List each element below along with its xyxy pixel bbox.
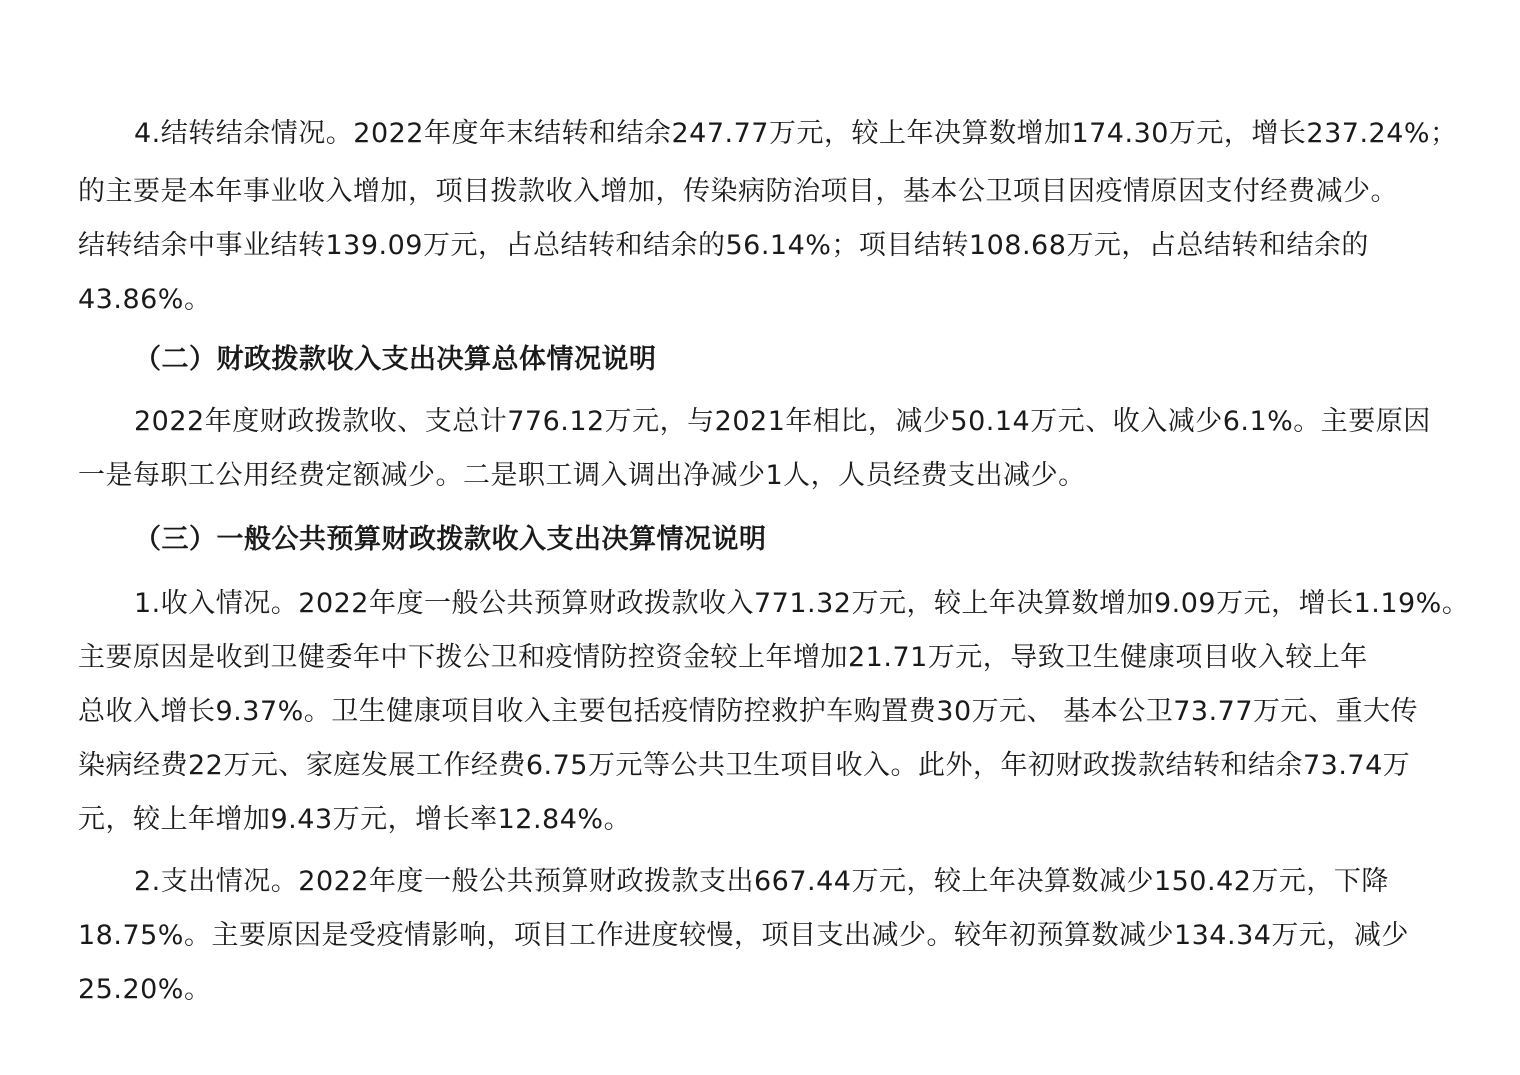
paragraph-line: 主要原因是收到卫健委年中下拨公卫和疫情防控资金较上年增加21.71万元，导致卫生健康项目收入较上年 <box>78 642 1368 673</box>
paragraph-line: 元，较上年增加9.43万元，增长率12.84%。 <box>78 804 632 835</box>
paragraph-line: 染病经费22万元、家庭发展工作经费6.75万元等公共卫生项目收入。此外，年初财政拨款结转和结余73.74万 <box>78 750 1411 781</box>
paragraph-line: 2.支出情况。2022年度一般公共预算财政拨款支出667.44万元，较上年决算数减少150.42万元，下降 <box>134 866 1389 897</box>
paragraph-line: 1.收入情况。2022年度一般公共预算财政拨款收入771.32万元，较上年决算数增加9.09万元，增长1.19%。 <box>134 588 1470 619</box>
paragraph-line: 25.20%。 <box>78 974 212 1005</box>
paragraph-line: 结转结余中事业结转139.09万元，占总结转和结余的56.14%；项目结转108.68万元，占总结转和结余的 <box>78 230 1369 261</box>
paragraph-line: 的主要是本年事业收入增加，项目拨款收入增加，传染病防治项目，基本公卫项目因疫情原因支付经费减少。 <box>78 176 1398 207</box>
paragraph-line: 2022年度财政拨款收、支总计776.12万元，与2021年相比，减少50.14万元、收入减少6.1%。主要原因 <box>134 406 1431 437</box>
paragraph-line: 18.75%。主要原因是受疫情影响，项目工作进度较慢，项目支出减少。较年初预算数减少134.34万元，减少 <box>78 920 1409 951</box>
paragraph-line: 4.结转结余情况。2022年度年末结转和结余247.77万元，较上年决算数增加174.30万元，增长237.24%； <box>134 118 1458 149</box>
section-heading: （二）财政拨款收入支出决算总体情况说明 <box>134 344 657 375</box>
paragraph-line: 一是每职工公用经费定额减少。二是职工调入调出净减少1人，人员经费支出减少。 <box>78 460 1086 491</box>
section-heading: （三）一般公共预算财政拨款收入支出决算情况说明 <box>134 524 767 555</box>
paragraph-line: 43.86%。 <box>78 284 212 315</box>
paragraph-line: 总收入增长9.37%。卫生健康项目收入主要包括疫情防控救护车购置费30万元、 基本公卫73.77万元、重大传 <box>78 696 1419 727</box>
